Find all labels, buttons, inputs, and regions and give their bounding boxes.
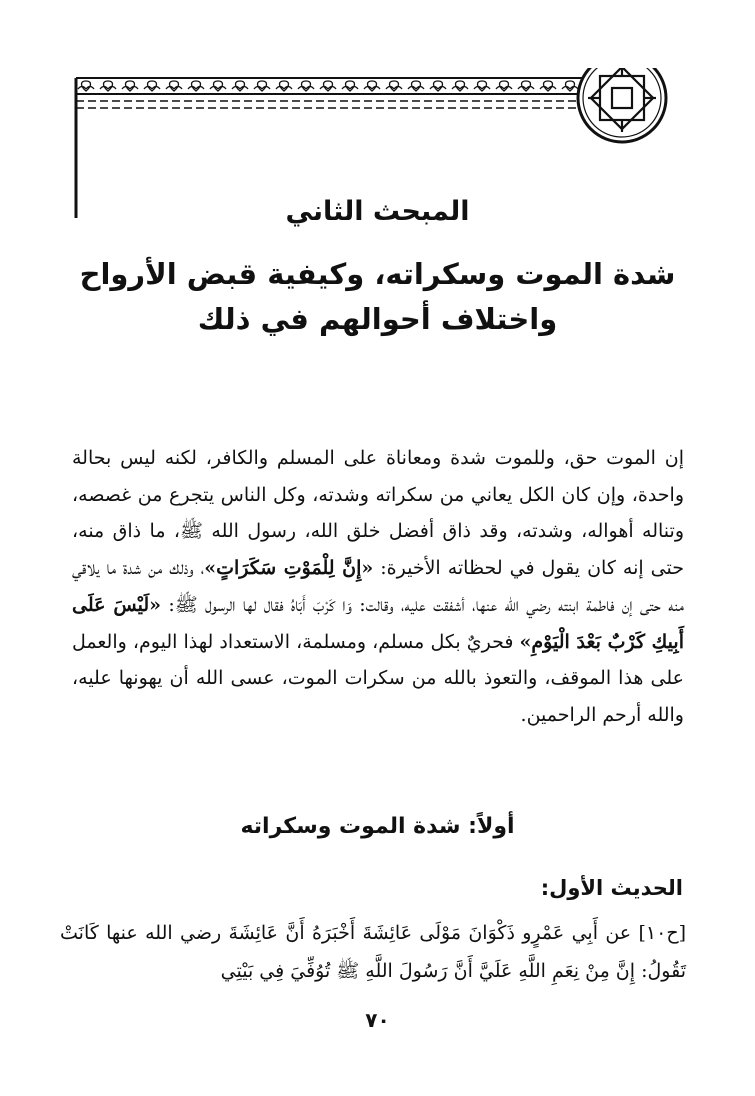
- flower-ornament-icon: [144, 81, 160, 91]
- intro-text-part-3: فحريٌ بكل مسلم، ومسلمة، الاستعداد لهذا اليوم، والعمل على هذا الموقف، والتعوذ بالله من سكرات الموت، عسى الله أن يهونها عليه، والله أرحم الراحمين.: [72, 630, 684, 726]
- page-number: ٧٠: [365, 1008, 390, 1032]
- flower-ornament-icon: [210, 81, 226, 91]
- hadith-quote-2: «لَيْسَ عَلَى أَبِيكِ كَرْبٌ بَعْدَ الْيَوْمِ»: [72, 593, 684, 653]
- flower-ornament-icon: [122, 81, 138, 91]
- flower-ornament-icon: [276, 81, 292, 91]
- flower-ornament-icon: [188, 81, 204, 91]
- flower-ornament-icon: [496, 81, 512, 91]
- flower-ornament-icon: [254, 81, 270, 91]
- intro-paragraph: [72, 440, 684, 734]
- flower-ornament-icon: [342, 81, 358, 91]
- intro-text-part-2: ، وذلك من شدة ما يلاقي منه حتى إن فاطمة ابنته رضي الله عنها، أشفقت عليه، وقالت: وَا كَرْبَ أَبَاهُ فقال لها الرسول ﷺ:: [72, 557, 685, 616]
- flower-ornament-icon: [320, 81, 336, 91]
- flower-ornament-icon: [166, 81, 182, 91]
- flower-ornament-icon: [232, 81, 248, 91]
- hadith-quote-1: «إِنَّ لِلْمَوْتِ سَكَرَاتٍ»: [204, 557, 374, 580]
- flower-ornament-icon: [100, 81, 116, 91]
- intro-text-part-1: إن الموت حق، وللموت شدة ومعاناة على المسلم والكافر، لكنه ليس بحالة واحدة، وإن كان الكل يعاني من سكراته وشدته، وكل الناس يتجرع من غصصه، وتناله أهواله، وشدته، وقد ذاق أفضل خلق الله، رسول الله ﷺ، ما ذاق منه، حتى إنه كان يقول في لحظاته الأخيرة:: [72, 447, 684, 580]
- hadith-label: الحديث الأول:: [540, 876, 683, 900]
- flower-ornament-icon: [430, 81, 446, 91]
- flower-ornament-icon: [386, 81, 402, 91]
- flower-ornament-icon: [452, 81, 468, 91]
- flower-ornament-icon: [364, 81, 380, 91]
- flower-ornament-icon: [474, 81, 490, 91]
- hadith-text: [ح١٠] عن أَبِي عَمْرٍو ذَكْوَانَ مَوْلَى عَائِشَةَ أَخْبَرَهُ أَنَّ عَائِشَةَ رضي الله عنها كَانَتْ تَقُولُ: إِنَّ مِنْ نِعَمِ اللَّهِ عَلَيَّ أَنَّ رَسُولَ اللَّهِ ﷺ تُوُفِّيَ فِي بَيْتِي: [60, 922, 686, 982]
- subsection-heading: أولاً: شدة الموت وسكراته: [240, 814, 515, 839]
- chapter-title-line-2: واختلاف أحوالهم في ذلك: [197, 302, 558, 336]
- flower-ornament-icon: [298, 81, 314, 91]
- flower-ornament-icon: [518, 81, 534, 91]
- section-label: المبحث الثاني: [285, 196, 470, 227]
- chapter-title: [60, 252, 695, 342]
- flower-ornament-icon: [78, 81, 94, 91]
- flower-ornament-icon: [408, 81, 424, 91]
- flower-ornament-icon: [562, 81, 578, 91]
- chapter-title-line-1: شدة الموت وسكراته، وكيفية قبض الأرواح: [79, 257, 676, 291]
- flower-ornament-icon: [540, 81, 556, 91]
